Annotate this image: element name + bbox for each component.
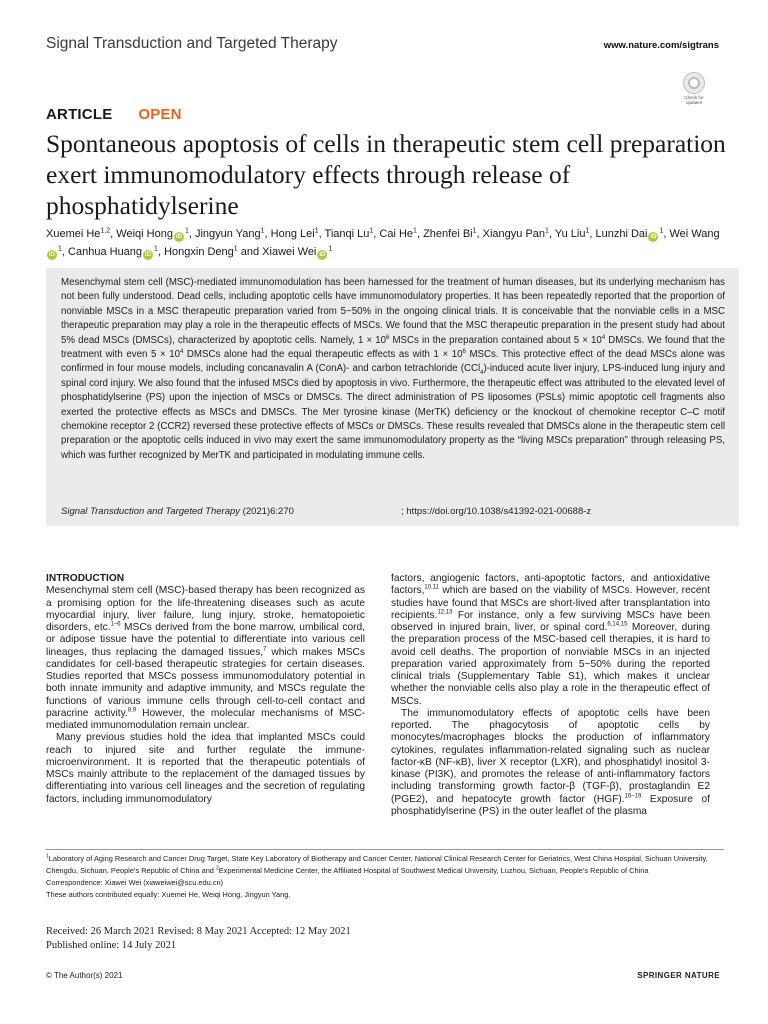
author-item[interactable]: [271, 228, 319, 240]
author-affiliation-sup: 1: [413, 227, 417, 235]
article-type-label: [46, 106, 182, 123]
article-title: Spontaneous apoptosis of cells in therapeutic stem cell preparation exert immunomodulatory effects through release of phosphatidylserine: [46, 129, 726, 220]
author-affiliation-sup: 1: [233, 244, 238, 252]
check-updates-label: Check for updates: [684, 95, 704, 105]
footnote-text: Experimental Medicine Center, the Affiliated Hospital of Southwest Medical University, Luzhou, Sichuan, People’s Republic of China: [218, 866, 649, 875]
journal-url-link[interactable]: www.nature.com/sigtrans: [603, 40, 719, 51]
author-item[interactable]: [68, 246, 158, 258]
left-column-text: However, the molecular mechanisms of MSC-mediated immunomodulation remain unclear.: [46, 707, 365, 731]
right-column-text: For instance, only a few surviving MSCs have been observed in injured brain, liver, or spinal cord.: [391, 609, 710, 633]
author-name[interactable]: Xuemei He: [46, 228, 101, 240]
abstract-sup: 6: [386, 334, 390, 341]
right-column-text: Moreover, during the preparation process of the MSC-based cell therapies, it is hard to avoid cell deaths. The proportion of nonviable MSCs in an injected preparation varied approximately from 5~50% during the reported clinical trials (Supplementary Table S1), which makes it unclear whether the nonviable cells also play a role in the therapeutic effect of MSCs.: [391, 622, 710, 707]
author-item[interactable]: [262, 246, 332, 258]
author-item[interactable]: [483, 228, 549, 240]
abstract-sup: 4: [601, 334, 606, 341]
author-item[interactable]: [195, 228, 265, 240]
author-name[interactable]: Hong Lei: [270, 228, 315, 240]
citation-journal: Signal Transduction and Targeted Therapy: [61, 506, 241, 517]
author-affiliation-sup: 1,2: [100, 227, 111, 235]
right-column-text: which are based on the viability of MSCs. However, recent studies have found that MSCs are short-lived after transplantation into recipients.: [391, 585, 710, 621]
open-access-label: OPEN: [138, 106, 182, 123]
author-affiliation-sup: 1: [314, 227, 319, 235]
right-column-sup: 16–19: [624, 793, 642, 800]
footnote-text: These authors contributed equally: Xuemei He, Weiqi Hong, Jingyun Yang.: [46, 890, 291, 899]
right-column-paragraph: [391, 573, 710, 708]
author-name[interactable]: Yu Liu: [554, 228, 586, 240]
orcid-icon[interactable]: iD: [650, 234, 657, 240]
author-name[interactable]: Hongxin Deng: [164, 245, 234, 258]
orcid-icon[interactable]: iD: [49, 251, 55, 258]
footnote-item: [46, 889, 724, 901]
abstract-box: [46, 268, 739, 504]
right-column-text: The immunomodulatory effects of apoptotic cells have been reported. The phagocytosis of apoptotic cells by monocytes/macrophages blocks the production of inflammatory cytokines, regulates inflammation-related signaling such as nuclear factor-κB (NF-κB), liver X receptor (LXR), and phosphatidyl inositol 3-kinase (PI3K), and promotes the release of anti-inflammatory factors including transforming growth factor-β (TGF-β), prostaglandin E2 (PGE2), and hepatocyte growth factor (HGF).: [391, 707, 710, 805]
author-item[interactable]: [116, 228, 189, 240]
author-item[interactable]: [423, 228, 476, 240]
left-column-paragraph: [46, 585, 365, 732]
orcid-icon[interactable]: iD: [145, 251, 152, 258]
left-column-sup: 1–6: [110, 621, 121, 628]
footnote-item: [46, 853, 724, 877]
footnote-item: [46, 877, 724, 889]
author-name[interactable]: Xiawei Wei: [262, 245, 317, 258]
author-item[interactable]: [164, 246, 238, 258]
author-name[interactable]: Xiangyu Pan: [482, 228, 546, 240]
doi-link[interactable]: ; https://doi.org/10.1038/s41392-021-00688-z: [401, 506, 592, 517]
author-item[interactable]: [46, 228, 110, 240]
abstract-text: DMSCs. We found that the treatment with even 5 × 10: [61, 334, 725, 361]
author-name[interactable]: Zhenfei Bi: [423, 228, 473, 240]
left-column-text: MSCs derived from the bone marrow, umbilical cord, or adipose tissue have the potential to differentiate into various cell lineages, thus replacing the damaged tissues,: [46, 622, 365, 658]
left-column-text: Many previous studies hold the idea that implanted MSCs could reach to injured site and further regulate the immune-microenvironment. It is reported that the therapeutic potentials of MSCs mainly attribute to the replacement of the damaged tissues by differentiating into various cell lineages and the secretion of regulating factors, including immunomodulatory: [46, 732, 365, 805]
publication-dates: [46, 925, 351, 952]
left-column: [46, 573, 365, 806]
abstract-text: )-induced acute liver injury, LPS-induced lung injury and spinal cord injury. We also found that the infused MSCs died by apoptosis in vivo. Furthermore, the therapeutic effect was attributed to the elevated level of phosphatidylserine (PS) upon the injection of MSCs or DMSCs. The direct administration of PS liposomes (PSLs) mimic apoptotic cell fragments also exerted the protective effects as MSCs and DMSCs. The Mer tyrosine kinase (MerTK) deficiency or the knockout of chemokine receptor C–C motif chemokine receptor 2 (CCR2) reversed these protective effects of MSCs or DMSCs. These results revealed that DMSCs alone in the therapeutic stem cell preparation or the apoptotic cells induced in vivo may exert the same immunomodulatory property as the “living MSCs preparation” through releasing PS, which was further recognized by MerTK and participated in modulating immune cells.: [61, 363, 725, 461]
author-affiliation-sup: 1: [58, 244, 62, 252]
left-column-paragraph: [46, 732, 365, 806]
left-column-text: which makes MSCs candidates for cell-based therapeutic strategies for certain diseases. Studies reported that MSCs possess immunomodulatory potential in both innate immunity and adaptive immunity, and MSCs regulate the functions of various immune cells through cell-to-cell contact and paracrine activity.: [46, 646, 365, 719]
author-item[interactable]: [379, 228, 417, 240]
author-affiliation-sup: 1: [260, 227, 265, 235]
left-column-sup: 8,9: [127, 707, 137, 714]
copyright-notice: © The Author(s) 2021: [46, 971, 123, 980]
journal-name: Signal Transduction and Targeted Therapy: [46, 35, 338, 52]
author-affiliation-sup: 1: [659, 227, 664, 235]
check-updates-icon: [683, 72, 705, 94]
author-affiliation-sup: 1: [328, 244, 333, 252]
abstract-text: MSCs. This protective effect of the dead MSCs alone was confirmed in four mouse models, including concanavalin A (ConA)- and carbon tetrachloride (CCl: [61, 349, 725, 375]
citation-bar: [46, 498, 739, 526]
right-column-sup: 10,11: [424, 584, 439, 591]
author-list: Xuemei He$^{1,2}$, Weiqi Hong $iD^1$, Jingyun Yang$^1$, Hong Lei$^1$, Tianqi Lu$^1$, Cai He$^1$, Zhenfei Bi$^1$, Xiangyu Pan$^1$, Yu Liu$^1$, Lunzhi Dai $iD^1$, Wei WangiD$^1$, Canhua Huang $iD^1$, Hongxin Deng$^1$ and Xiawei Wei $iD^1$: [46, 227, 720, 258]
author-affiliation-sup: 1: [154, 244, 158, 252]
abstract-text: MSCs in the preparation contained about 5 × 10: [389, 334, 602, 346]
left-column-sup: 7: [263, 646, 267, 653]
left-column-text: Mesenchymal stem cell (MSC)-based therapy has been recognized as a promising option for the life-threatening diseases such as acute myocardial injury, liver failure, lung injury, stroke, hematopoietic disorders, etc.: [46, 585, 365, 633]
footnote-text: Correspondence: Xiawei Wei (xiaweiwei@scu.edu.cn): [46, 878, 224, 887]
right-column-paragraph: [391, 708, 710, 818]
author-item[interactable]: [595, 228, 663, 240]
published-online: Published online: 14 July 2021: [46, 939, 177, 951]
author-name[interactable]: Canhua Huang: [68, 245, 143, 258]
author-item[interactable]: [325, 228, 374, 240]
abstract-sub: 4: [480, 370, 484, 377]
author-affiliation-sup: 1: [472, 227, 477, 235]
footnote-divider: [46, 849, 724, 850]
author-name[interactable]: Cai He: [379, 228, 414, 240]
abstract-sup: 6: [462, 348, 466, 355]
check-for-updates-badge[interactable]: [680, 72, 708, 106]
article-label: ARTICLE: [46, 106, 113, 123]
right-column-text: Exposure of phosphatidylserine (PS) in the outer leaflet of the plasma: [391, 793, 710, 817]
author-affiliation-sup: 1: [369, 227, 374, 235]
right-column-sup: 12,13: [437, 609, 453, 616]
right-column: [391, 573, 710, 818]
footnotes: [46, 853, 724, 901]
citation-volume: (2021)6:270: [240, 506, 294, 517]
author-name[interactable]: Jingyun Yang: [194, 228, 261, 240]
author-affiliation-sup: 1: [545, 227, 549, 235]
abstract-text: DMSCs alone had the equal therapeutic effects as with 1 × 10: [183, 349, 463, 361]
author-item[interactable]: [555, 228, 590, 240]
author-name[interactable]: Wei Wang: [669, 228, 720, 240]
author-name[interactable]: Weiqi Hong: [116, 228, 173, 240]
citation-reference: [61, 506, 294, 517]
footnote-sup: 1: [46, 853, 49, 860]
author-name[interactable]: Lunzhi Dai: [595, 228, 648, 240]
author-affiliation-sup: 1: [585, 227, 590, 235]
abstract-sup: 4: [179, 348, 184, 355]
footnote-text: Laboratory of Aging Research and Cancer Drug Target, State Key Laboratory of Biotherapy and Cancer Center, National Clinical Research Center for Geriatrics, West China Hospital, Sichuan University, Chengdu, Sichuan, People’s Republic of China and: [46, 854, 708, 875]
footnote-sup: 2: [215, 865, 219, 872]
orcid-icon[interactable]: iD: [175, 234, 182, 240]
section-heading-introduction: INTRODUCTION: [46, 573, 125, 584]
abstract-text: [61, 276, 725, 463]
publisher-logo: SPRINGER NATURE: [637, 971, 720, 980]
received-revised-accepted: Received: 26 March 2021 Revised: 8 May 2021 Accepted: 12 May 2021: [46, 926, 351, 937]
author-name[interactable]: Tianqi Lu: [324, 228, 370, 240]
orcid-icon[interactable]: iD: [319, 251, 326, 258]
abstract-text: Mesenchymal stem cell (MSC)-mediated immunomodulation has been harnessed for the treatment of human diseases, but its underlying mechanism has not been fully understood. Dead cells, including apoptotic cells have immunomodulatory properties. It has been repeatedly reported that the proportion of nonviable MSCs in a MSC therapeutic preparation varied from 5~50% in the ongoing clinical trials. It is conceivable that the nonviable cells in a MSC therapeutic preparation may play a role in the therapeutic effects of MSCs. We found that the MSC therapeutic preparation in the present study had about 5% dead MSCs (DMSCs), characterized by apoptotic cells. Namely, 1 × 10: [61, 277, 725, 346]
right-column-sup: 6,14,15: [607, 621, 628, 628]
author-affiliation-sup: 1: [184, 227, 189, 235]
right-column-text: factors, angiogenic factors, anti-apoptotic factors, and antioxidative factors,: [391, 573, 710, 597]
